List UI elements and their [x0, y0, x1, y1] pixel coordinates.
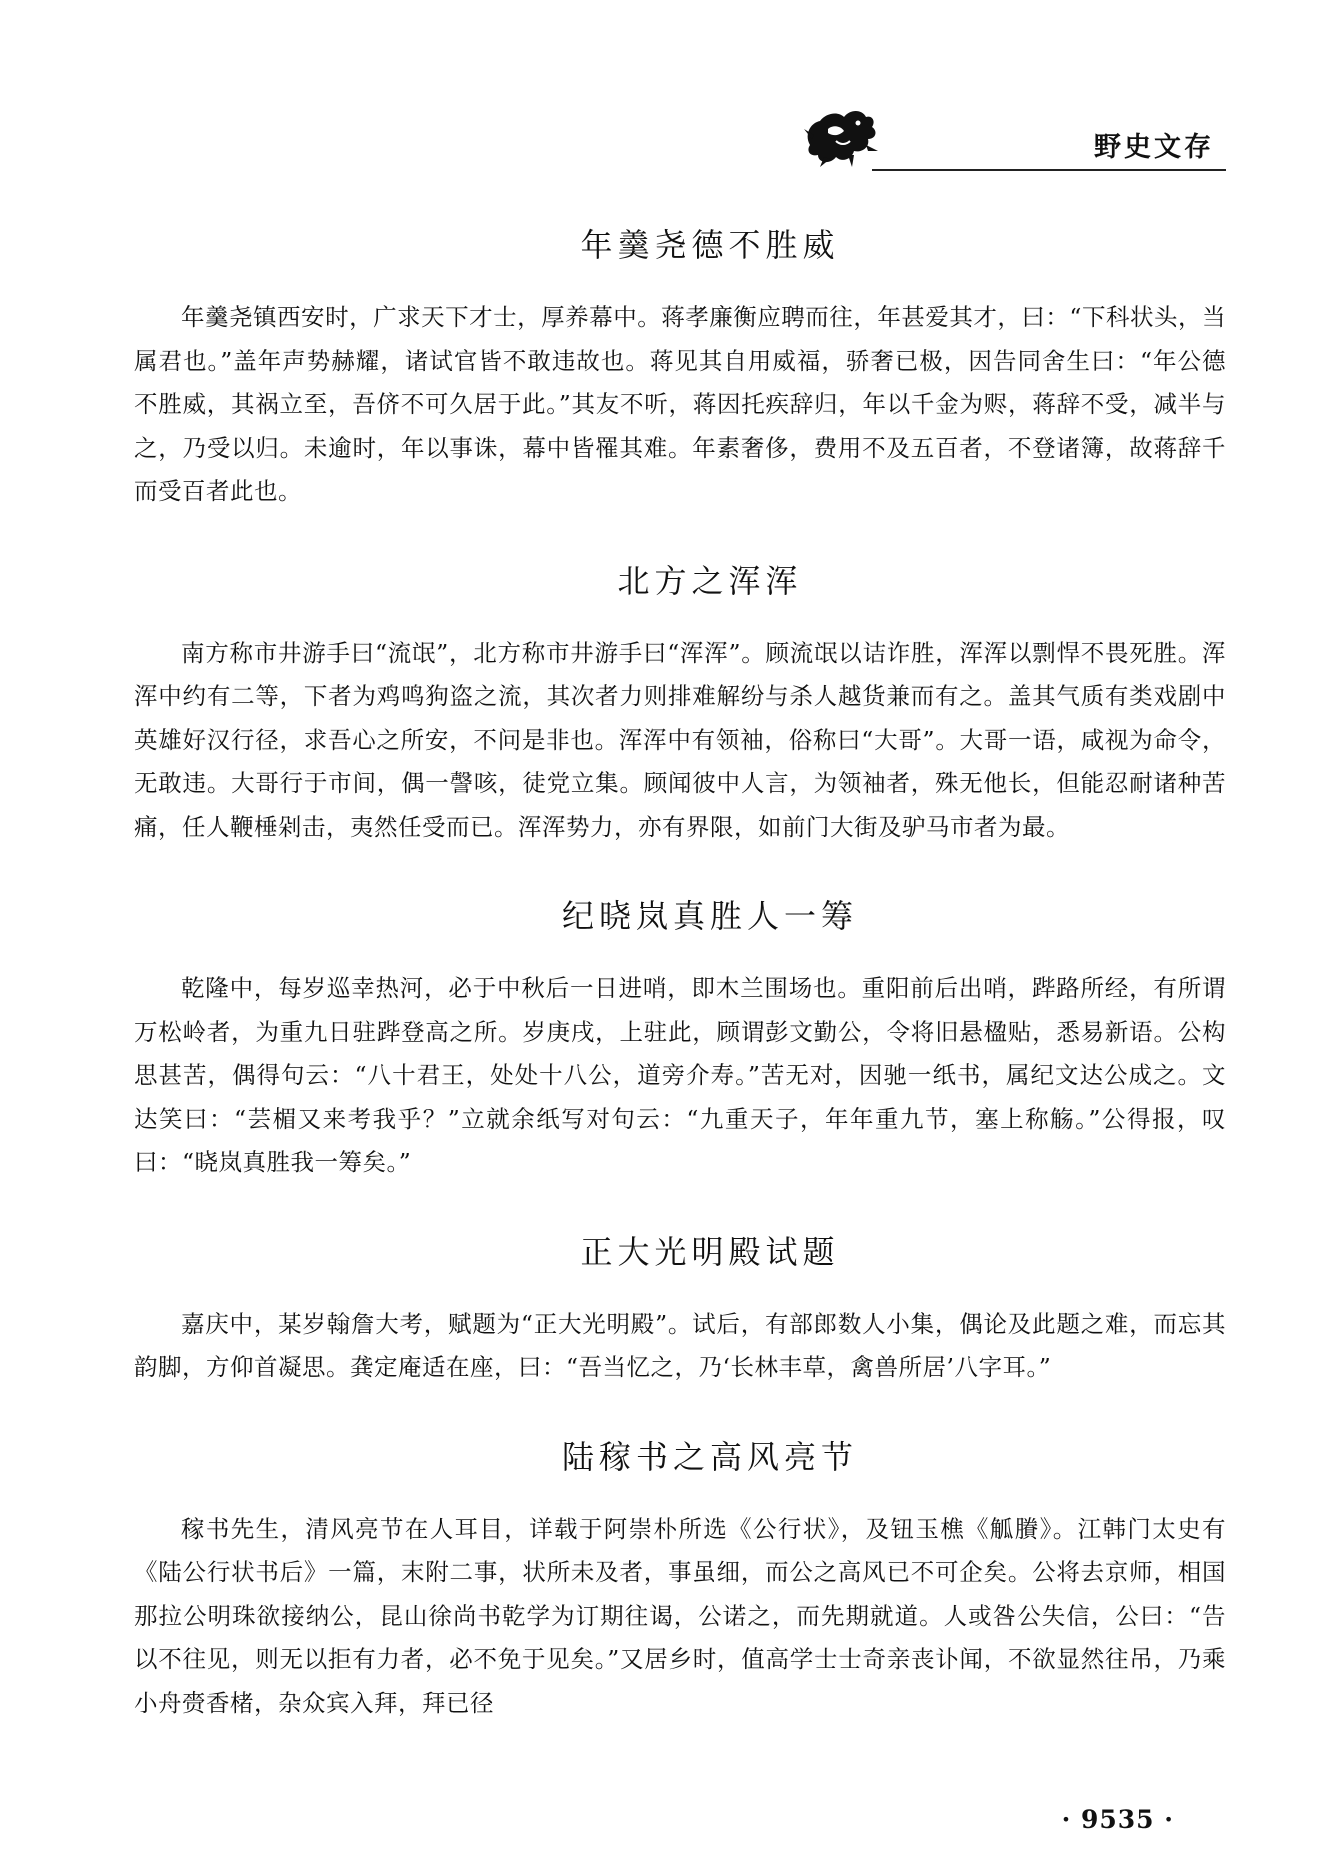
page-number: · 9535 ·	[1061, 1805, 1174, 1834]
section-title: 北方之浑浑	[617, 561, 803, 600]
page-header	[800, 95, 1226, 170]
section-paragraph: 嘉庆中，某岁翰詹大考，赋题为“正大光明殿”。试后，有部郎数人小集，偶论及此题之难，而忘其韵脚，方仰首凝思。龚定庵适在座，曰：“吾当忆之，乃‘长林丰草，禽兽所居’八字耳。”	[134, 1309, 1226, 1381]
article-body	[134, 220, 1226, 1767]
dragon-logo-icon	[800, 105, 880, 169]
section-paragraph: 乾隆中，每岁巡幸热河，必于中秋后一日进哨，即木兰围场也。重阳前后出哨，跸路所经，有所谓万松岭者，为重九日驻跸登高之所。岁庚戌，上驻此，顾谓彭文勤公，令将旧悬楹贴，悉易新语。公构思甚苦，偶得句云：“八十君王，处处十八公，道旁介寿。”苦无对，因驰一纸书，属纪文达公成之。文达笑曰：“芸楣又来考我乎？”立就余纸写对句云：“九重天子，年年重九节，塞上称觞。”公得报，叹曰：“晓岚真胜我一筹矣。”	[134, 974, 1226, 1176]
section-paragraph: 年羹尧镇西安时，广求天下才士，厚养幕中。蒋孝廉衡应聘而往，年甚爱其才，曰：“下科状头，当属君也。”盖年声势赫耀，诸试官皆不敢违故也。蒋见其自用威福，骄奢已极，因告同舍生曰：“年公德不胜威，其祸立至，吾侪不可久居于此。”其友不听，蒋因托疾辞归，年以千金为赆，蒋辞不受，减半与之，乃受以归。未逾时，年以事诛，幕中皆罹其难。年素奢侈，费用不及五百者，不登诸簿，故蒋辞千而受百者此也。	[134, 303, 1226, 505]
section-paragraph: 稼书先生，清风亮节在人耳目，详载于阿崇朴所选《公行状》，及钮玉樵《觚賸》。江韩门太史有《陆公行状书后》一篇，末附二事，状所未及者，事虽细，而公之高风已不可企矣。公将去京师，相国那拉公明珠欲接纳公，昆山徐尚书乾学为订期往谒，公诺之，而先期就道。人或咎公失信，公曰：“告以不往见，则无以拒有力者，必不免于见矣。”又居乡时，值高学士士奇亲丧讣闻，不欲显然往吊，乃乘小舟赍香楮，杂众宾入拜，拜已径	[134, 1514, 1226, 1717]
section-title: 正大光明殿试题	[580, 1232, 840, 1271]
header-section-name: 野史文存	[1094, 132, 1214, 163]
section-paragraph: 南方称市井游手曰“流氓”，北方称市井游手曰“浑浑”。顾流氓以诘诈胜，浑浑以剽悍不畏死胜。浑浑中约有二等，下者为鸡鸣狗盗之流，其次者力则排难解纷与杀人越货兼而有之。盖其气质有类戏剧中英雄好汉行径，求吾心之所安，不问是非也。浑浑中有领袖，俗称曰“大哥”。大哥一语，咸视为命令，无敢违。大哥行于市间，偶一謦咳，徒党立集。顾闻彼中人言，为领袖者，殊无他长，但能忍耐诸种苦痛，任人鞭棰剁击，夷然任受而已。浑浑势力，亦有界限，如前门大街及驴马市者为最。	[134, 638, 1226, 841]
section-title: 陆稼书之高风亮节	[561, 1437, 858, 1476]
header-rule	[872, 169, 1226, 171]
section-title: 年羹尧德不胜威	[580, 226, 840, 264]
section-title: 纪晓岚真胜人一筹	[561, 897, 858, 935]
